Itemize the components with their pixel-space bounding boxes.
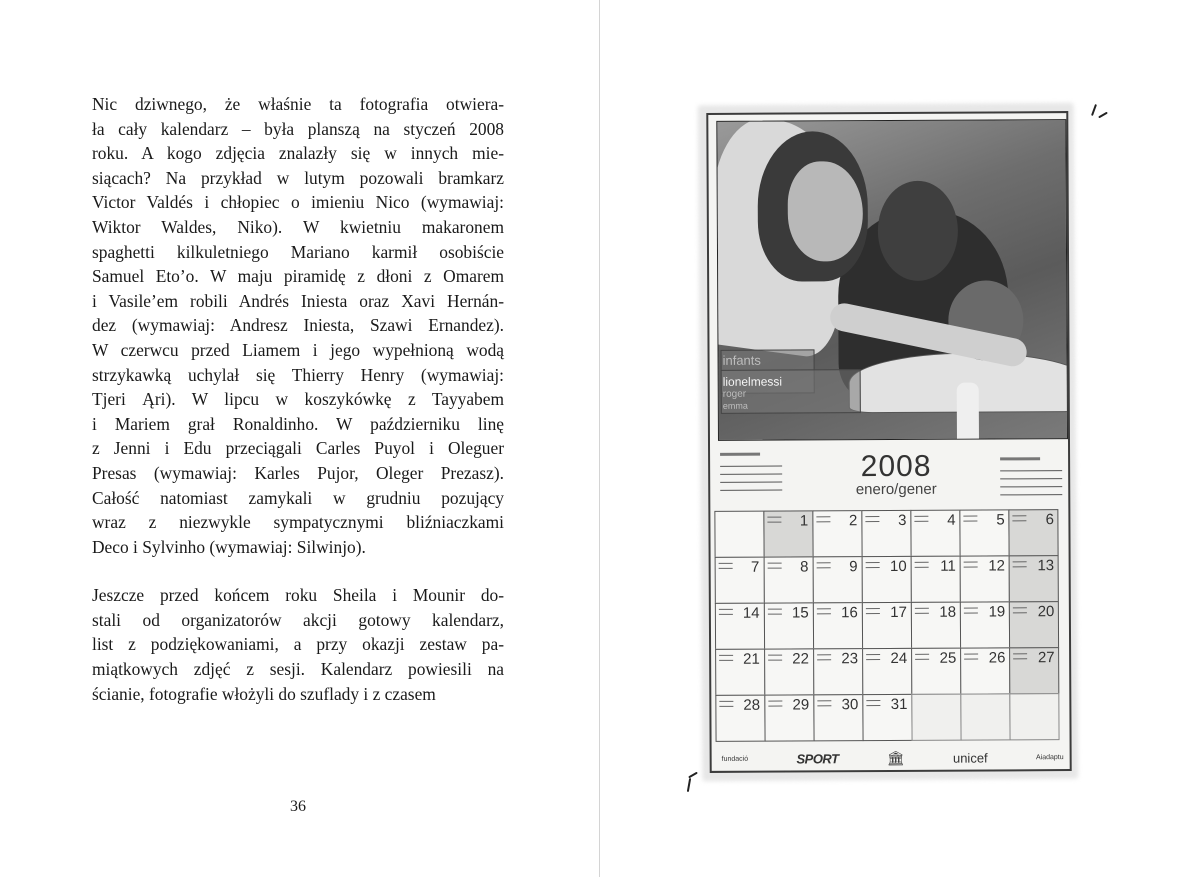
calendar-day-cell	[1009, 509, 1059, 556]
photo-subject-label-2: emma	[722, 400, 748, 411]
text-line: list z podziękowaniami, a przy okazji zestaw pa-	[92, 634, 504, 655]
calendar-year: 2008	[860, 449, 932, 484]
day-note-lines	[768, 654, 782, 660]
text-line: z Jenni i Edu przeciągali Carles Puyol i Oleguer	[92, 438, 504, 459]
calendar-day-cell	[764, 694, 814, 741]
day-note-lines	[1013, 561, 1027, 567]
text-line: Presas (wymawiaj: Karles Pujor, Oleger Prezasz).	[92, 462, 504, 483]
day-number: 2	[848, 511, 858, 529]
calendar-day-cell	[960, 509, 1010, 556]
calendar-day-cell	[763, 510, 813, 557]
day-note-lines	[718, 562, 732, 568]
day-note-lines	[767, 562, 781, 568]
day-number: 18	[939, 603, 957, 621]
day-number: 21	[743, 650, 760, 668]
photo-player-label: lionelmessi	[722, 374, 783, 389]
day-number: 16	[841, 603, 858, 621]
text-line: siącach? Na przykład w lutym pozowali bramkarz	[92, 167, 504, 188]
day-number: 12	[988, 556, 1006, 574]
paragraph	[92, 583, 504, 706]
calendar-day-cell	[960, 555, 1010, 602]
calendar-grid	[714, 509, 1059, 741]
day-note-lines	[718, 608, 732, 614]
day-number: 4	[947, 511, 956, 529]
day-number: 8	[800, 557, 809, 575]
calendar-day-cell	[960, 647, 1010, 694]
calendar-day-cell	[862, 693, 912, 740]
calendar-day-cell	[1009, 601, 1059, 648]
sponsor-logos	[718, 745, 1068, 771]
calendar-day-cell	[813, 694, 863, 741]
day-note-lines	[816, 516, 830, 522]
unesco-temple-icon: 🏛	[886, 749, 905, 766]
text-line: Deco i Sylvinho (wymawiaj: Silwinjo).	[92, 536, 366, 557]
day-note-lines	[915, 653, 929, 659]
day-note-lines	[817, 700, 831, 706]
text-line: ła cały kalendarz – była planszą na styczeń 2008	[92, 118, 504, 139]
day-note-lines	[817, 608, 831, 614]
calendar-day-cell	[714, 510, 764, 557]
text-line: Całość natomiast zamykali w grudniu pozujący	[92, 487, 504, 508]
text-line: spaghetti kilkuletniego Mariano karmił osobiście	[92, 241, 504, 262]
calendar-day-cell	[961, 693, 1011, 740]
day-note-lines	[915, 607, 929, 613]
day-number: 7	[750, 558, 760, 576]
day-note-lines	[914, 515, 928, 521]
calendar-photo	[716, 119, 1068, 441]
calendar-day-cell	[911, 647, 961, 694]
logo-aiadaptu: Aiadaptu	[1035, 753, 1064, 761]
photo-category-label: infants	[722, 352, 761, 368]
logo-unicef: unicef	[952, 749, 988, 766]
mini-calendar-prev	[720, 453, 782, 499]
day-number: 22	[792, 649, 809, 668]
day-note-lines	[1013, 653, 1027, 659]
logo-fundacio: fundació	[721, 755, 749, 763]
woman-face-shape	[878, 181, 959, 281]
calendar-day-cell	[911, 601, 961, 648]
day-number: 14	[742, 604, 760, 622]
calendar-day-cell	[764, 648, 814, 695]
calendar-day-cell	[715, 648, 765, 695]
day-number: 25	[939, 649, 957, 667]
day-number: 28	[743, 696, 761, 714]
calendar-day-cell	[714, 602, 764, 649]
calendar-day-cell	[861, 509, 911, 556]
day-note-lines	[866, 654, 880, 660]
calendar-day-cell	[1009, 555, 1059, 602]
day-note-lines	[964, 561, 978, 567]
calendar-day-cell	[714, 556, 764, 603]
logo-sport: SPORT	[796, 750, 839, 766]
text-line: Samuel Etoʼo. W maju piramidę z dłoni z Omarem	[92, 266, 504, 287]
calendar-illustration	[700, 100, 1080, 780]
paragraph	[92, 92, 504, 559]
day-note-lines	[964, 653, 978, 659]
calendar-day-cell	[813, 648, 863, 695]
day-note-lines	[1013, 515, 1027, 521]
calendar-day-cell	[862, 647, 912, 694]
page-number	[0, 798, 600, 816]
text-line: i Mariem grał Ronaldinho. W październiku linę	[92, 413, 504, 434]
day-note-lines	[1013, 607, 1027, 613]
day-number: 30	[841, 695, 859, 713]
day-number: 6	[1045, 510, 1054, 528]
day-note-lines	[719, 654, 733, 660]
day-note-lines	[767, 516, 781, 522]
day-number: 1	[799, 511, 809, 529]
day-number: 9	[849, 557, 858, 575]
day-note-lines	[817, 654, 831, 660]
calendar-day-cell	[1010, 693, 1060, 740]
day-number: 20	[1037, 602, 1055, 620]
text-line: W czerwcu przed Liamem i jego wypełnioną wodą	[92, 339, 504, 360]
day-note-lines	[768, 700, 782, 706]
text-line: Wiktor Waldes, Niko). W kwietniu makaronem	[92, 216, 504, 237]
calendar-header	[716, 445, 1066, 507]
text-line: i Vasileʼem robili Andrés Iniesta oraz Xavi Hernán-	[92, 290, 504, 311]
day-number: 17	[890, 603, 907, 621]
text-line: Tjeri Ąri). W lipcu w koszykówkę z Tayyabem	[92, 389, 504, 410]
day-number: 11	[940, 557, 956, 575]
day-note-lines	[816, 562, 830, 568]
day-number: 29	[792, 695, 810, 714]
day-note-lines	[866, 562, 880, 568]
photo-subject-label-1: roger	[722, 388, 747, 400]
day-note-lines	[866, 700, 880, 706]
calendar-day-cell	[862, 555, 912, 602]
day-number: 26	[988, 648, 1006, 666]
bottle-shape	[957, 383, 979, 441]
calendar-day-cell	[763, 602, 813, 649]
calendar-day-cell	[763, 556, 813, 603]
text-line: miątkowych zdjęć z sesji. Kalendarz powiesili na	[92, 659, 504, 680]
calendar-day-cell	[1009, 647, 1059, 694]
day-number: 31	[890, 695, 908, 713]
mini-calendar-next	[1000, 457, 1062, 503]
text-line: Nic dziwnego, że właśnie ta fotografia otwiera-	[92, 94, 504, 114]
day-number: 19	[988, 602, 1006, 620]
day-number: 23	[841, 649, 859, 667]
day-number: 24	[890, 649, 908, 667]
day-note-lines	[964, 515, 978, 521]
text-line: Victor Valdés i chłopiec o imieniu Nico (wymawiaj:	[92, 192, 504, 213]
day-number: 3	[898, 511, 907, 529]
text-line: strzykawką uchylał się Thierry Henry (wymawiaj:	[92, 364, 504, 385]
day-note-lines	[915, 561, 929, 567]
day-note-lines	[866, 608, 880, 614]
day-note-lines	[719, 700, 733, 706]
text-line: wraz z niezwykle sympatycznymi bliźniaczkami	[92, 512, 504, 533]
day-number: 15	[791, 603, 809, 622]
text-line: dez (wymawiaj: Andresz Iniesta, Szawi Ernandez).	[92, 315, 504, 336]
text-line: Jeszcze przed końcem roku Sheila i Mounir do-	[92, 585, 504, 606]
day-number: 5	[996, 510, 1005, 528]
page-number-value: 36	[290, 798, 306, 815]
calendar-day-cell	[812, 556, 862, 603]
calendar-day-cell	[911, 555, 961, 602]
day-number: 10	[889, 557, 907, 575]
calendar-day-cell	[862, 601, 912, 648]
calendar-month: enero/gener	[855, 480, 937, 499]
day-note-lines	[865, 516, 879, 522]
calendar-day-cell	[813, 602, 863, 649]
calendar-day-cell	[715, 694, 765, 741]
wall-calendar	[706, 111, 1071, 773]
calendar-day-cell	[911, 693, 961, 740]
text-line: roku. A kogo zdjęcia znalazły się w innych mie-	[92, 143, 504, 164]
day-note-lines	[964, 607, 978, 613]
text-line: ścianie, fotografie włożyli do szuflady i z czasem	[92, 683, 436, 704]
calendar-day-cell	[812, 510, 862, 557]
day-note-lines	[768, 608, 782, 614]
day-number: 27	[1037, 648, 1055, 666]
body-text	[92, 92, 504, 706]
calendar-day-cell	[960, 601, 1010, 648]
calendar-day-cell	[910, 509, 960, 556]
day-number: 13	[1037, 556, 1055, 574]
text-line: stali od organizatorów akcji gotowy kalendarz,	[92, 609, 504, 630]
